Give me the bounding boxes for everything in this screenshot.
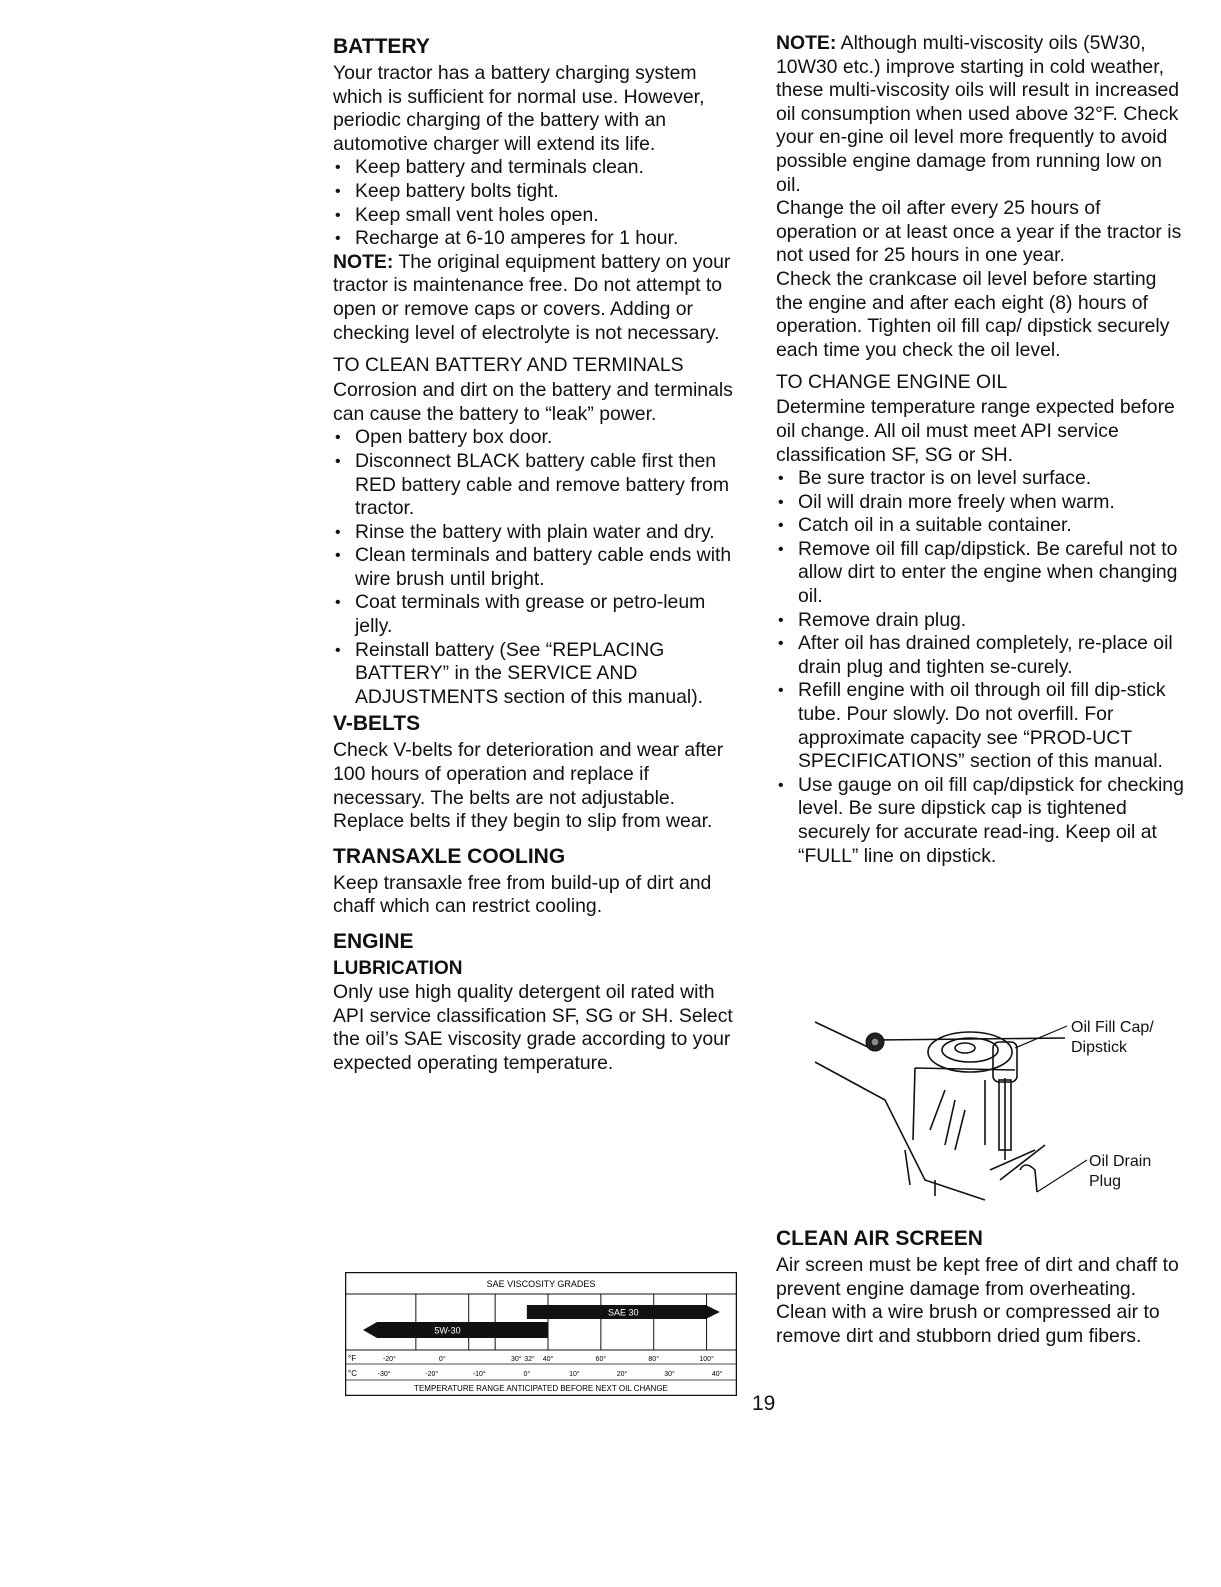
- tick-label: -30°: [377, 1371, 391, 1378]
- left-column: [333, 32, 743, 1075]
- list-item: • Disconnect BLACK battery cable first then RED battery cable and remove battery from tractor.: [333, 450, 743, 521]
- celsius-unit: °C: [348, 1369, 357, 1378]
- list-item: • Recharge at 6-10 amperes for 1 hour.: [333, 227, 743, 251]
- page-number: 19: [752, 1392, 776, 1415]
- change-oil-intro: Determine temperature range expected before oil change. All oil must meet API service classification SF, SG or SH.: [776, 396, 1175, 466]
- battery-title: BATTERY: [333, 35, 430, 58]
- battery-bullets: [333, 156, 743, 250]
- series-label: SAE 30: [608, 1307, 639, 1318]
- list-item: • Remove drain plug.: [776, 609, 1186, 633]
- tick-label: 60°: [595, 1356, 607, 1363]
- air-screen-section: [776, 1224, 1186, 1348]
- tick-label: -20°: [382, 1356, 396, 1363]
- transaxle-text: Keep transaxle free from build-up of dirt and chaff which can restrict cooling.: [333, 871, 712, 918]
- battery-intro: Your tractor has a battery charging system which is sufficient for normal use. However, periodic charging of the battery with an automotive charger will extend its life.: [333, 62, 705, 155]
- air-screen-title: CLEAN AIR SCREEN: [776, 1227, 983, 1250]
- change-oil-heading: TO CHANGE ENGINE OIL: [776, 371, 1008, 394]
- change-oil-bullets: [776, 467, 1186, 868]
- list-item: • After oil has drained completely, re-place oil drain plug and tighten se-curely.: [776, 632, 1186, 679]
- note-text: The original equipment battery on your tractor is maintenance free. Do not attempt to open or remove caps or covers. Adding or checking level of electrolyte is not necessary.: [333, 250, 731, 344]
- oil-note: [776, 32, 1186, 197]
- lubrication-text: Only use high quality detergent oil rated with API service classification SF, SG or SH. Select the oil’s SAE viscosity grade according to your expected operating temperature.: [333, 981, 733, 1074]
- tick-label: 40°: [711, 1371, 723, 1378]
- tick-label: 0°: [523, 1371, 531, 1378]
- list-item: • Reinstall battery (See “REPLACING BATTERY” in the SERVICE AND ADJUSTMENTS section of this manual).: [333, 639, 743, 710]
- list-item: • Open battery box door.: [333, 426, 743, 450]
- chart-title: SAE VISCOSITY GRADES: [486, 1279, 596, 1289]
- clean-intro: Corrosion and dirt on the battery and terminals can cause the battery to “leak” power.: [333, 379, 733, 425]
- list-item: • Oil will drain more freely when warm.: [776, 491, 1186, 515]
- clean-bullets: [333, 426, 743, 709]
- list-item: • Remove oil fill cap/dipstick. Be careful not to allow dirt to enter the engine when changing oil.: [776, 538, 1186, 609]
- tick-label: 80°: [648, 1356, 660, 1363]
- note-label: NOTE:: [333, 250, 394, 273]
- tick-label: -20°: [425, 1371, 439, 1378]
- chart-xlabel: TEMPERATURE RANGE ANTICIPATED BEFORE NEXT OIL CHANGE: [414, 1384, 668, 1393]
- tick-label: 100°: [699, 1356, 714, 1363]
- vbelts-title: V-BELTS: [333, 712, 421, 736]
- series-label: 5W-30: [434, 1325, 461, 1336]
- list-item: • Coat terminals with grease or petro-leum jelly.: [333, 591, 743, 638]
- right-column: [776, 32, 1186, 868]
- list-item: • Clean terminals and battery cable ends with wire brush until bright.: [333, 544, 743, 591]
- note-text: Although multi-viscosity oils (5W30, 10W30 etc.) improve starting in cold weather, these multi-viscosity oils will result in increased oil consumption when used above 32°F. Check your en-gine oil level more frequently to avoid possible engine damage from running low on oil.: [776, 32, 1180, 196]
- oil-check-text: Check the crankcase oil level before starting the engine and after each eight (8) hours of operation. Tighten oil fill cap/ dipstick securely each time you check the oil level.: [776, 267, 1170, 361]
- tick-label: 0°: [438, 1356, 446, 1363]
- list-item: • Catch oil in a suitable container.: [776, 514, 1186, 538]
- celsius-ticks: [378, 1370, 723, 1378]
- list-item: • Be sure tractor is on level surface.: [776, 467, 1186, 491]
- tick-label: 40°: [542, 1356, 554, 1363]
- air-screen-text: Air screen must be kept free of dirt and chaff to prevent engine damage from overheating. Clean with a wire brush or compressed air to remove dirt and stubborn dried gum fibers.: [776, 1254, 1179, 1347]
- fahrenheit-ticks: [383, 1355, 714, 1363]
- tick-label: 20°: [616, 1371, 628, 1378]
- viscosity-chart: [345, 1272, 737, 1396]
- battery-note: [333, 251, 743, 345]
- tick-label: 30°: [510, 1356, 522, 1363]
- tick-label: -10°: [472, 1371, 486, 1378]
- list-item: • Keep small vent holes open.: [333, 204, 743, 228]
- list-item: • Keep battery and terminals clean.: [333, 156, 743, 180]
- fahrenheit-unit: °F: [348, 1354, 357, 1363]
- tick-label: 10°: [569, 1371, 580, 1378]
- note-label: NOTE:: [776, 32, 837, 54]
- tick-label: 32°: [524, 1356, 535, 1363]
- list-item: • Rinse the battery with plain water and dry.: [333, 521, 743, 545]
- list-item: • Use gauge on oil fill cap/dipstick for checking level. Be sure dipstick cap is tightened securely for accurate read-ing. Keep oil at “FULL” line on dipstick.: [776, 774, 1186, 868]
- oil-fill-cap-label: Oil Fill Cap/ Dipstick: [1071, 1019, 1154, 1056]
- oil-drain-plug-label: Oil Drain Plug: [1089, 1153, 1152, 1190]
- transaxle-title: TRANSAXLE COOLING: [333, 844, 566, 868]
- chart-series: [363, 1305, 720, 1338]
- engine-title: ENGINE: [333, 930, 414, 953]
- tick-label: 30°: [664, 1371, 675, 1378]
- oil-change-interval: Change the oil after every 25 hours of operation or at least once a year if the tractor is not used for 25 hours in one year.: [776, 197, 1182, 267]
- lubrication-title: LUBRICATION: [333, 958, 463, 979]
- vbelts-text: Check V-belts for deterioration and wear after 100 hours of operation and replace if necessary. The belts are not adjustable. Replace belts if they begin to slip from wear.: [333, 739, 724, 833]
- clean-battery-heading: TO CLEAN BATTERY AND TERMINALS: [333, 354, 684, 377]
- engine-oil-figure: [805, 1020, 1185, 1205]
- list-item: • Keep battery bolts tight.: [333, 180, 743, 204]
- list-item: • Refill engine with oil through oil fill dip-stick tube. Pour slowly. Do not overfill. For approximate capacity see “PROD-UCT SPECIFICATIONS” section of this manual.: [776, 679, 1186, 773]
